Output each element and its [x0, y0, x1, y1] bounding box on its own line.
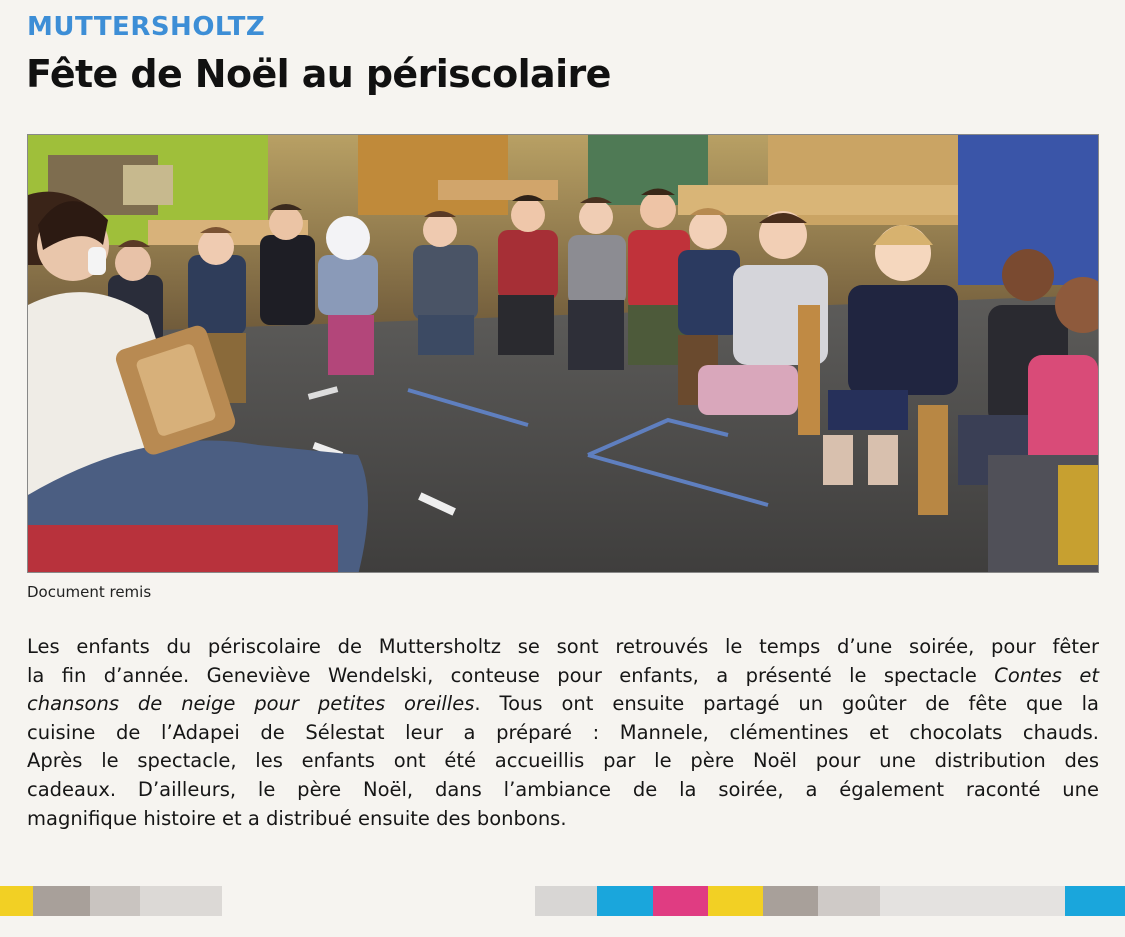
body-line	[27, 690, 1099, 719]
body-segment: . Tous ont ensuite partagé un goûter de fête que la	[474, 692, 1099, 716]
body-segment: Les enfants du périscolaire de Muttersholtz se sont retrouvés le temps d’une soirée, pour fêter	[27, 635, 1099, 658]
color-bar-right	[535, 886, 1125, 916]
body-segment: magnifique histoire et a distribué ensuite des bonbons.	[27, 806, 567, 830]
body-line	[27, 633, 1099, 662]
body-line	[27, 776, 1099, 805]
body-line	[27, 805, 1099, 834]
photo-credit: Document remis	[27, 583, 152, 601]
article-photo	[27, 134, 1099, 573]
classroom-photo-illustration	[28, 135, 1098, 572]
bleed-through-text-top	[760, 0, 1120, 130]
body-line	[27, 747, 1099, 776]
body-segment: cuisine de l’Adapei de Sélestat leur a préparé : Mannele, clémentines et chocolats chauds.	[27, 720, 1099, 744]
body-segment: la fin d’année. Geneviève Wendelski, conteuse pour enfants, a présenté le spectacle	[27, 663, 995, 687]
body-italic-segment: chansons de neige pour petites oreilles	[27, 692, 475, 716]
body-line	[27, 662, 1099, 691]
location-kicker: MUTTERSHOLTZ	[27, 12, 266, 42]
article-headline: Fête de Noël au périscolaire	[26, 52, 611, 96]
body-segment: cadeaux. D’ailleurs, le père Noël, dans l’ambiance de la soirée, a également raconté une	[27, 777, 1099, 801]
body-line	[27, 719, 1099, 748]
color-bar-left	[0, 886, 222, 916]
body-italic-segment: Contes et	[994, 663, 1099, 687]
body-segment: Après le spectacle, les enfants ont été accueillis par le père Noël pour une distribution des	[27, 749, 1099, 773]
article-body	[27, 633, 1099, 833]
